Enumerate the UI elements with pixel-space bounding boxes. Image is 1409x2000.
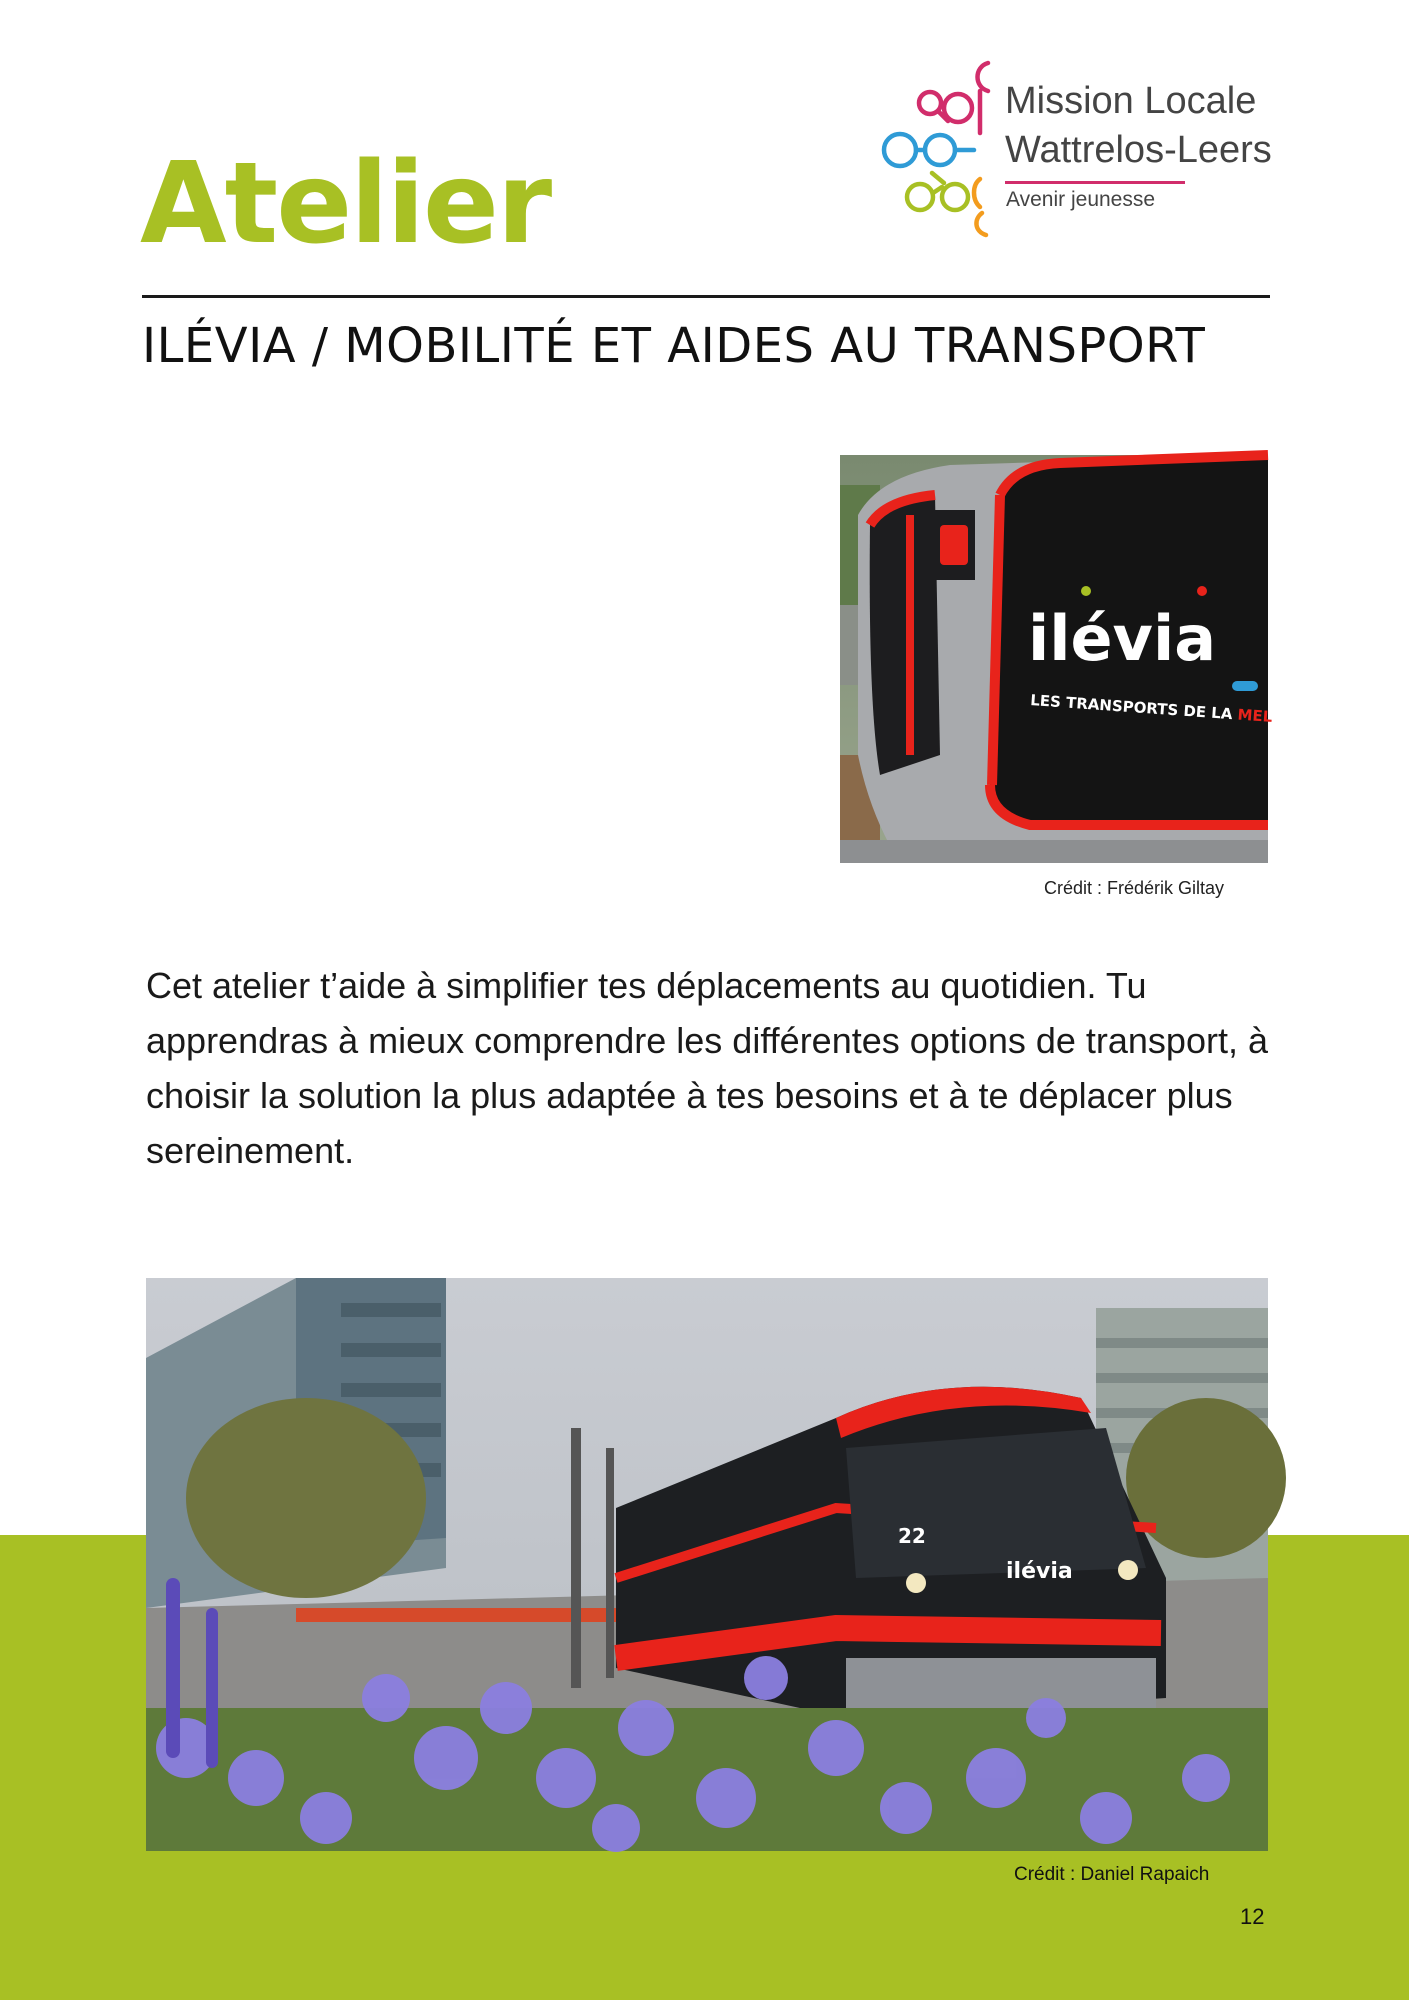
mission-locale-logo: [870, 55, 1330, 245]
page-number: 12: [1240, 1904, 1265, 1929]
logo-divider: [1005, 181, 1185, 184]
photo1-brand-text: ilévia: [1028, 602, 1217, 675]
intro-paragraph: Cet atelier t’aide à simplifier tes déplacements au quotidien. Tu apprendras à mieux comprendre les différentes options de transport, à choisir la solution la plus adaptée à tes besoins et à te déplacer plus sereinement.: [146, 965, 1268, 1171]
title-divider: [142, 295, 1270, 298]
photo2-credit: Crédit : Daniel Rapaich: [1014, 1864, 1210, 1885]
logo-mark-icon: [870, 55, 1000, 245]
logo-tagline: Avenir jeunesse: [1006, 188, 1156, 211]
logo-name-line1: Mission Locale: [1005, 80, 1257, 122]
page-title: Atelier: [140, 139, 551, 269]
tram-street-photo: [146, 1278, 1268, 1851]
photo2-tram-label: ilévia: [1006, 1559, 1073, 1584]
photo1-credit: Crédit : Frédérik Giltay: [1044, 878, 1225, 898]
photo2-tram-number: 22: [898, 1524, 926, 1548]
logo-name-line2: Wattrelos-Leers: [1005, 129, 1272, 171]
photo1-brand-tagline: LES TRANSPORTS DE LA MEL: [1029, 691, 1273, 726]
page-subtitle: ILÉVIA / MOBILITÉ ET AIDES AU TRANSPORT: [142, 318, 1206, 374]
tram-side-photo: [840, 455, 1273, 863]
